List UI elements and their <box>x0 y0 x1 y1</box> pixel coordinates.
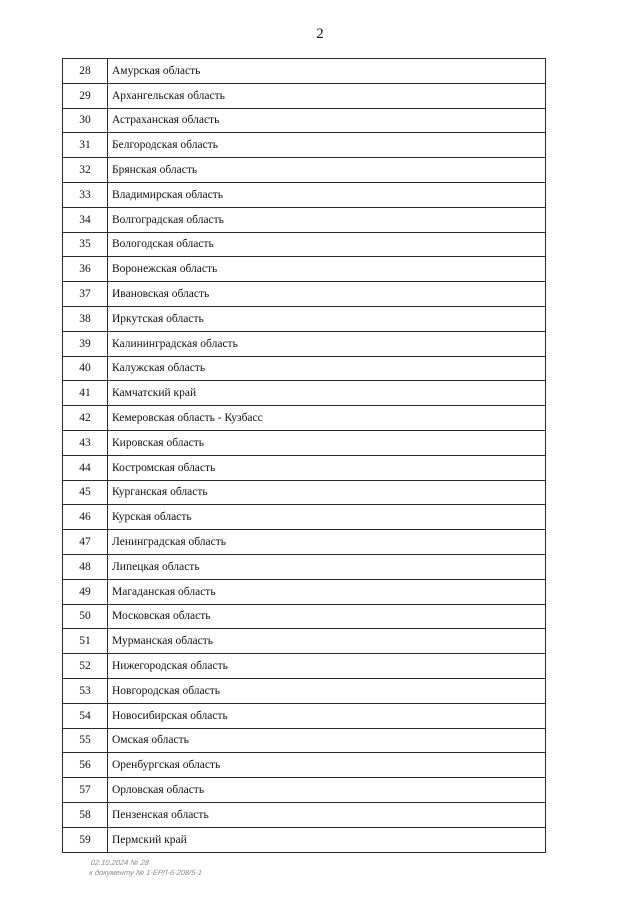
region-name: Ленинградская область <box>108 530 546 555</box>
row-number: 54 <box>63 703 108 728</box>
region-name: Липецкая область <box>108 554 546 579</box>
table-row <box>63 381 546 406</box>
row-number: 33 <box>63 182 108 207</box>
table-row <box>63 182 546 207</box>
table-row <box>63 629 546 654</box>
region-name: Новгородская область <box>108 678 546 703</box>
region-name: Оренбургская область <box>108 753 546 778</box>
row-number: 47 <box>63 530 108 555</box>
table-row <box>63 554 546 579</box>
row-number: 44 <box>63 455 108 480</box>
region-name: Орловская область <box>108 778 546 803</box>
region-name: Ивановская область <box>108 282 546 307</box>
row-number: 31 <box>63 133 108 158</box>
region-name: Новосибирская область <box>108 703 546 728</box>
regions-table-body <box>63 59 546 853</box>
table-row <box>63 654 546 679</box>
region-name: Амурская область <box>108 59 546 84</box>
region-name: Воронежская область <box>108 257 546 282</box>
row-number: 36 <box>63 257 108 282</box>
table-row <box>63 331 546 356</box>
table-row <box>63 505 546 530</box>
region-name: Мурманская область <box>108 629 546 654</box>
table-row <box>63 83 546 108</box>
page-number: 2 <box>316 26 324 42</box>
table-row <box>63 604 546 629</box>
region-name: Кировская область <box>108 430 546 455</box>
table-row <box>63 455 546 480</box>
table-row <box>63 108 546 133</box>
table-row <box>63 728 546 753</box>
table-row <box>63 480 546 505</box>
row-number: 30 <box>63 108 108 133</box>
region-name: Калужская область <box>108 356 546 381</box>
region-name: Курганская область <box>108 480 546 505</box>
row-number: 32 <box>63 158 108 183</box>
region-name: Кемеровская область - Кузбасс <box>108 406 546 431</box>
row-number: 45 <box>63 480 108 505</box>
table-row <box>63 827 546 852</box>
row-number: 35 <box>63 232 108 257</box>
table-row <box>63 158 546 183</box>
table-row <box>63 59 546 84</box>
table-row <box>63 753 546 778</box>
table-row <box>63 356 546 381</box>
table-row <box>63 802 546 827</box>
region-name: Пермский край <box>108 827 546 852</box>
row-number: 41 <box>63 381 108 406</box>
row-number: 40 <box>63 356 108 381</box>
region-name: Омская область <box>108 728 546 753</box>
region-name: Курская область <box>108 505 546 530</box>
row-number: 53 <box>63 678 108 703</box>
row-number: 49 <box>63 579 108 604</box>
row-number: 38 <box>63 306 108 331</box>
region-name: Брянская область <box>108 158 546 183</box>
region-name: Белгородская область <box>108 133 546 158</box>
table-row <box>63 678 546 703</box>
row-number: 46 <box>63 505 108 530</box>
row-number: 29 <box>63 83 108 108</box>
table-row <box>63 778 546 803</box>
region-name: Вологодская область <box>108 232 546 257</box>
table-row <box>63 579 546 604</box>
table-row <box>63 703 546 728</box>
table-row <box>63 133 546 158</box>
table-row <box>63 530 546 555</box>
region-name: Архангельская область <box>108 83 546 108</box>
row-number: 43 <box>63 430 108 455</box>
table-row <box>63 207 546 232</box>
region-name: Магаданская область <box>108 579 546 604</box>
region-name: Владимирская область <box>108 182 546 207</box>
row-number: 37 <box>63 282 108 307</box>
row-number: 56 <box>63 753 108 778</box>
table-row <box>63 306 546 331</box>
row-number: 34 <box>63 207 108 232</box>
row-number: 50 <box>63 604 108 629</box>
region-name: Нижегородская область <box>108 654 546 679</box>
table-row <box>63 257 546 282</box>
row-number: 59 <box>63 827 108 852</box>
footer-stamp-line-1: 02.10.2024 № 28 <box>90 858 150 867</box>
row-number: 28 <box>63 59 108 84</box>
row-number: 51 <box>63 629 108 654</box>
table-row <box>63 406 546 431</box>
region-name: Камчатский край <box>108 381 546 406</box>
region-name: Волгоградская область <box>108 207 546 232</box>
row-number: 55 <box>63 728 108 753</box>
row-number: 39 <box>63 331 108 356</box>
region-name: Московская область <box>108 604 546 629</box>
table-row <box>63 430 546 455</box>
region-name: Иркутская область <box>108 306 546 331</box>
row-number: 48 <box>63 554 108 579</box>
row-number: 58 <box>63 802 108 827</box>
table-row <box>63 282 546 307</box>
table-row <box>63 232 546 257</box>
row-number: 52 <box>63 654 108 679</box>
region-name: Калининградская область <box>108 331 546 356</box>
row-number: 57 <box>63 778 108 803</box>
region-name: Пензенская область <box>108 802 546 827</box>
region-name: Костромская область <box>108 455 546 480</box>
region-name: Астраханская область <box>108 108 546 133</box>
footer-stamp-line-2: к документу № 1-ЕРЛ-6-208/5-1 <box>88 868 203 877</box>
row-number: 42 <box>63 406 108 431</box>
footer-stamp <box>89 858 205 878</box>
regions-table <box>62 58 546 853</box>
